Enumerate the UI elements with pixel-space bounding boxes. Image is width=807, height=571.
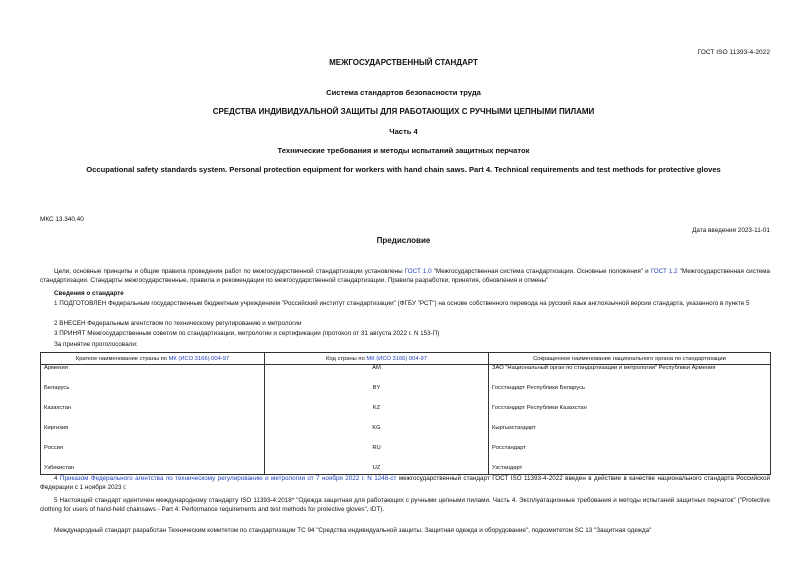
col2-text: Код страны по [325,355,367,362]
body-cell: Росстандарт [492,445,527,451]
standard-label: МЕЖГОСУДАРСТВЕННЫЙ СТАНДАРТ [329,58,478,67]
body-cell: Узстандарт [492,465,523,471]
body-cell: ЗАО "Национальный орган по стандартизации и метрологии" Республики Армения [492,365,716,371]
subtitle: Технические требования и методы испытаний защитных перчаток [277,146,530,155]
body-cell: Госстандарт Республики Беларусь [492,385,586,391]
p1-text-b: "Межгосударственная система стандартизации. Основные положения" и [431,268,651,275]
mk-iso-link-1[interactable]: МК (ИСО 3166) 004-97 [168,355,230,362]
english-title: Occupational safety standards system. Personal protection equipment for workers with hand chain saws. Part 4. Technical requirements and test methods for protective gloves [86,165,721,174]
intl-note: Международный стандарт разработан Техническим комитетом по стандартизации ТС 94 "Средства индивидуальной защиты. Защитная одежда и оборудование", подкомитетом SC 13 "Защитная одежда" [54,527,652,534]
col-body-header: Сокращенное наименование национального органа по стандартизации [489,353,771,365]
table-row [41,365,771,386]
p1-text-a: Цели, основные принципы и общие правила проведения работ по межгосударственной стандартизации установлены [54,268,405,275]
code-cell: UZ [265,465,489,475]
item-1: 1 ПОДГОТОВЛЕН Федеральным государственным бюджетным учреждением "Российский институт стандартизации" (ФГБУ "РСТ") на основе собственного перевода на русский язык англоязычной версии стандарта, указанного в пункте 5 [54,300,750,307]
code-cell: KG [265,425,489,445]
preface-paragraph-1 [40,267,770,286]
table-row [41,405,771,425]
date-of-introduction: Дата введения 2023-11-01 [692,227,770,234]
info-heading: Сведения о стандарте [54,290,124,297]
country-cell: Киргизия [44,425,69,431]
order-link[interactable]: Приказом Федерального агентства по техническому регулированию и метрологии от 7 ноября 2022 г. N 1246-ст [59,475,397,482]
part-number: Часть 4 [389,127,418,136]
item-3: 3 ПРИНЯТ Межгосударственным советом по стандартизации, метрологии и сертификации (протокол от 31 августа 2022 г. N 153-П) [54,330,440,337]
table-row [41,445,771,465]
item4-text-b: межгосударственный стандарт ГОСТ ISO 11393-4-2022 введен в действие в качестве национального стандарта Российской Федерации с 1 ноября 2023 г. [40,475,770,492]
country-cell: Армения [44,365,68,371]
mks-code: МКС 13.340.40 [40,216,84,223]
country-cell: Россия [44,445,64,451]
item4-text-a: 4 [54,475,60,482]
item-4 [40,474,770,493]
main-title: СРЕДСТВА ИНДИВИДУАЛЬНОЙ ЗАЩИТЫ ДЛЯ РАБОТАЮЩИХ С РУЧНЫМИ ЦЕПНЫМИ ПИЛАМИ [212,107,595,116]
country-cell: Беларусь [44,385,70,391]
mk-iso-link-2[interactable]: МК (ИСО 3166) 004-97 [366,355,427,362]
code-cell: KZ [265,405,489,425]
code-cell: BY [265,385,489,405]
col1-text: Краткое наименование страны по [75,355,169,362]
table-row [41,385,771,405]
countries-table [40,352,771,475]
table-header-row [41,353,771,365]
document-code: ГОСТ ISO 11393-4-2022 [697,49,770,56]
col-country-header [41,353,265,365]
p1-text-c: "Межгосударственная система стандартизации. Стандарты межгосударственные, правила и рекомендации по межгосударственной стандартизации. Правила разработки, принятия, обновления и отмены" [40,268,770,285]
gost-1-2-link[interactable]: ГОСТ 1.2 [650,268,678,275]
gost-1-0-link[interactable]: ГОСТ 1.0 [404,268,432,275]
country-cell: Узбекистан [44,465,75,471]
item-2: 2 ВНЕСЕН Федеральным агентством по техническому регулированию и метрологии [54,320,302,327]
table-row [41,425,771,445]
code-cell: AM [265,365,489,386]
body-cell: Кыргызстандарт [492,425,536,431]
system-title: Система стандартов безопасности труда [326,88,481,97]
country-cell: Казахстан [44,405,72,411]
body-cell: Госстандарт Республики Казахстан [492,405,587,411]
col-code-header [265,353,489,365]
preface-heading: Предисловие [376,236,431,245]
code-cell: RU [265,445,489,465]
item-5: 5 Настоящий стандарт идентичен международному стандарту ISO 11393-4:2018* "Одежда защитная для работающих с ручными цепными пилами. Часть 4. Эксплуатационные требования и методы испытаний защитных перчаток" ("Protective clothing for users of hand-held chainsaws - Part 4: Performance requirements and test methods for protective gloves", IDT). [40,497,770,514]
voted-label: За принятие проголосовали: [54,341,138,348]
